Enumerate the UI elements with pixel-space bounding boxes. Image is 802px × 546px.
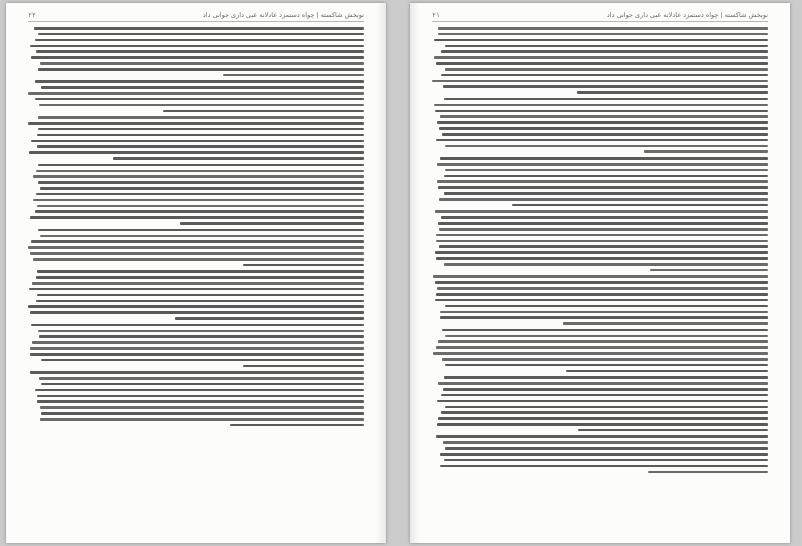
paragraph xyxy=(432,376,768,431)
text-line xyxy=(243,365,364,368)
text-line xyxy=(443,441,768,444)
text-line xyxy=(37,294,364,297)
text-line xyxy=(442,133,768,136)
text-line xyxy=(441,216,768,219)
paragraph xyxy=(28,116,364,160)
text-line xyxy=(433,275,768,278)
running-header xyxy=(432,9,768,22)
text-line xyxy=(437,400,768,403)
text-line xyxy=(434,39,768,42)
text-line xyxy=(38,181,364,184)
text-line xyxy=(440,453,768,456)
text-line xyxy=(38,330,364,333)
text-line xyxy=(33,258,364,261)
text-line xyxy=(445,305,768,308)
text-line xyxy=(36,276,364,279)
paragraph xyxy=(432,157,768,206)
paragraph xyxy=(432,275,768,324)
text-line xyxy=(436,293,768,296)
text-line xyxy=(438,417,768,420)
text-line xyxy=(437,180,768,183)
text-line xyxy=(435,281,768,284)
text-line xyxy=(444,192,768,195)
text-line xyxy=(442,329,768,332)
text-line xyxy=(441,74,768,77)
text-line xyxy=(33,175,364,178)
text-line xyxy=(438,222,768,225)
paragraph xyxy=(28,371,364,426)
text-line xyxy=(442,358,768,361)
page-number: ۲۱ xyxy=(432,11,440,19)
text-line xyxy=(439,198,768,201)
text-line xyxy=(31,140,364,143)
text-line xyxy=(39,377,364,380)
text-line xyxy=(436,346,768,349)
text-line xyxy=(445,364,768,367)
text-line xyxy=(644,150,768,153)
text-line xyxy=(37,395,364,398)
paragraph xyxy=(28,80,364,112)
text-line xyxy=(648,471,768,474)
page-body-text xyxy=(432,27,768,529)
text-line xyxy=(31,324,364,327)
text-line xyxy=(445,145,768,148)
text-line xyxy=(30,371,364,374)
text-line xyxy=(175,317,364,320)
text-line xyxy=(441,394,768,397)
text-line xyxy=(28,122,364,125)
paragraph xyxy=(28,270,364,319)
text-line xyxy=(38,164,364,167)
paragraph xyxy=(28,164,364,225)
text-line xyxy=(439,245,768,248)
text-line xyxy=(438,33,768,36)
text-line xyxy=(444,459,768,462)
running-header-title: نوبخش شاکسته | چواه دستمزد عادلانه عبی داری جوانی داد xyxy=(202,11,364,19)
text-line xyxy=(436,234,768,237)
text-line xyxy=(434,56,768,59)
text-line xyxy=(439,127,768,130)
text-line xyxy=(437,121,768,124)
text-line xyxy=(437,423,768,426)
text-line xyxy=(438,27,768,30)
text-line xyxy=(445,169,768,172)
text-line xyxy=(39,104,364,107)
text-line xyxy=(31,240,364,243)
text-line xyxy=(32,282,364,285)
text-line xyxy=(39,335,364,338)
text-line xyxy=(41,412,364,415)
text-line xyxy=(577,91,768,94)
text-line xyxy=(435,299,768,302)
text-line xyxy=(440,115,768,118)
running-header xyxy=(28,9,364,22)
text-line xyxy=(445,406,768,409)
text-line xyxy=(433,352,768,355)
text-line xyxy=(444,98,768,101)
paragraph xyxy=(432,27,768,94)
paragraph xyxy=(432,210,768,271)
text-line xyxy=(40,62,364,65)
text-line xyxy=(441,50,768,53)
text-line xyxy=(30,216,364,219)
text-line xyxy=(230,424,364,427)
text-line xyxy=(37,205,364,208)
text-line xyxy=(443,388,768,391)
text-line xyxy=(35,389,364,392)
text-line xyxy=(445,45,768,48)
text-line xyxy=(163,110,364,113)
text-line xyxy=(444,263,768,266)
text-line xyxy=(435,110,768,113)
text-line xyxy=(444,175,768,178)
text-line xyxy=(180,222,364,225)
text-line xyxy=(435,210,768,213)
text-line xyxy=(436,139,768,142)
text-line xyxy=(37,134,364,137)
text-line xyxy=(223,74,364,77)
text-line xyxy=(36,193,364,196)
text-line xyxy=(36,170,364,173)
text-line xyxy=(438,340,768,343)
text-line xyxy=(36,300,364,303)
text-line xyxy=(437,163,768,166)
text-line xyxy=(563,322,768,325)
running-header-title: نوبخش شاکسته | چواه دستمزد عادلانه عبی داری جوانی داد xyxy=(606,11,768,19)
text-line xyxy=(30,45,364,48)
text-line xyxy=(436,257,768,260)
text-line xyxy=(113,157,364,160)
text-line xyxy=(41,383,364,386)
text-line xyxy=(32,341,364,344)
page-body-text xyxy=(28,27,364,529)
paragraph xyxy=(28,324,364,368)
text-line xyxy=(445,68,768,71)
text-line xyxy=(444,376,768,379)
text-line xyxy=(28,92,364,95)
text-line xyxy=(512,204,768,207)
text-line xyxy=(36,50,364,53)
text-line xyxy=(37,145,364,148)
text-line xyxy=(650,269,768,272)
text-line xyxy=(30,353,364,356)
text-line xyxy=(40,235,364,238)
text-line xyxy=(37,400,364,403)
text-line xyxy=(439,228,768,231)
paragraph xyxy=(28,27,364,76)
text-line xyxy=(30,347,364,350)
text-line xyxy=(432,80,768,83)
text-line xyxy=(440,311,768,314)
page-number: ۲۲ xyxy=(28,11,36,19)
paragraph xyxy=(28,229,364,267)
text-line xyxy=(437,287,768,290)
paragraph xyxy=(432,98,768,153)
text-line xyxy=(30,311,364,314)
text-line xyxy=(30,252,364,255)
text-line xyxy=(34,27,364,30)
text-line xyxy=(41,86,364,89)
text-line xyxy=(40,418,364,421)
text-line xyxy=(38,116,364,119)
page-left xyxy=(6,3,386,543)
text-line xyxy=(441,411,768,414)
text-line xyxy=(40,406,364,409)
text-line xyxy=(28,305,364,308)
page-right xyxy=(410,3,790,543)
text-line xyxy=(440,157,768,160)
paragraph xyxy=(432,435,768,473)
text-line xyxy=(33,199,364,202)
text-line xyxy=(435,251,768,254)
text-line xyxy=(29,288,364,291)
text-line xyxy=(29,151,364,154)
text-line xyxy=(445,335,768,338)
text-line xyxy=(35,80,364,83)
text-line xyxy=(38,33,364,36)
text-line xyxy=(41,359,364,362)
paragraph xyxy=(432,329,768,373)
text-line xyxy=(566,370,768,373)
text-line xyxy=(38,68,364,71)
text-line xyxy=(436,435,768,438)
text-line xyxy=(31,56,364,59)
text-line xyxy=(35,98,364,101)
text-line xyxy=(40,187,364,190)
text-line xyxy=(578,429,768,432)
text-line xyxy=(38,128,364,131)
text-line xyxy=(35,39,364,42)
text-line xyxy=(37,270,364,273)
text-line xyxy=(436,240,768,243)
text-line xyxy=(38,229,364,232)
text-line xyxy=(440,465,768,468)
text-line xyxy=(438,186,768,189)
text-line xyxy=(434,104,768,107)
text-line xyxy=(243,264,364,267)
text-line xyxy=(438,382,768,385)
text-line xyxy=(443,85,768,88)
text-line xyxy=(28,246,364,249)
text-line xyxy=(440,316,768,319)
text-line xyxy=(436,62,769,65)
text-line xyxy=(35,210,364,213)
text-line xyxy=(445,447,768,450)
